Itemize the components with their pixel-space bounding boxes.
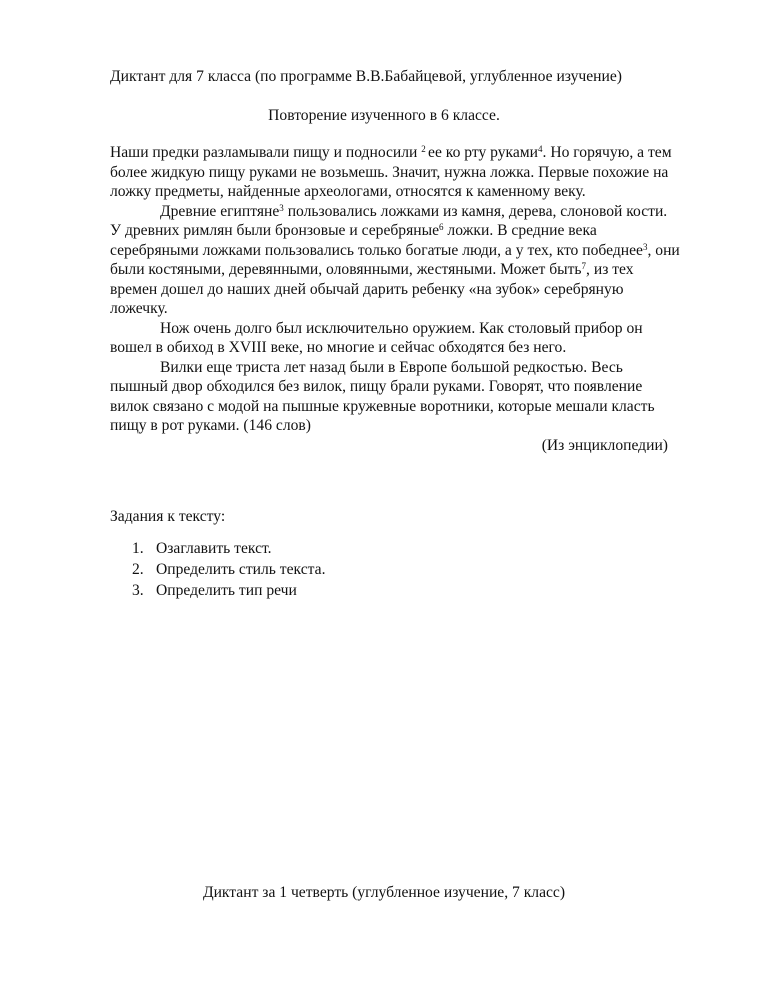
task-item xyxy=(132,538,325,559)
tasks-heading: Задания к тексту: xyxy=(110,508,226,525)
paragraph-3: Нож очень долго был исключительно оружием. Как столовый прибор он вошел в обиход в XVIII веке, но многие и сейчас обходятся без него. xyxy=(110,319,643,356)
section-subtitle: Повторение изученного в 6 классе. xyxy=(268,107,500,124)
task-number: 3. xyxy=(132,582,144,599)
footnote-mark: 7 xyxy=(581,261,587,271)
paragraph-2-part-e: , из тех времен дошел до наших дней обычай дарить ребенку «на зубок» серебряную ложечку. xyxy=(110,261,634,317)
tasks-list xyxy=(132,538,325,601)
source-note: (Из энциклопедии) xyxy=(541,436,668,454)
paragraph-4: Вилки еще триста лет назад были в Европе большой редкостью. Весь пышный двор обходился без вилок, пищу брали руками. Говорят, что появление вилок связано с модой на пышные кружевные воротники, которые мешали класть пищу в рот руками. (146 слов) xyxy=(110,358,655,434)
footnote-mark: 6 xyxy=(439,222,444,232)
dictation-title: Диктант для 7 класса (по программе В.В.Бабайцевой, углубленное изучение) xyxy=(110,68,622,85)
next-dictation-title: Диктант за 1 четверть (углубленное изучение, 7 класс) xyxy=(202,884,566,901)
paragraph-2-part-b: пользовались ложками из камня, дерева, слоновой кости. У древних римлян были бронзовые и серебряные xyxy=(110,202,668,239)
paragraph-1 xyxy=(110,143,682,202)
task-number: 1. xyxy=(132,540,144,557)
task-number: 2. xyxy=(132,561,144,578)
paragraph-1-part-b: ее ко рту руками xyxy=(428,144,539,161)
task-item xyxy=(132,580,325,601)
task-item xyxy=(132,559,325,580)
footnote-mark: 2 xyxy=(421,144,429,154)
footnote-mark: 4 xyxy=(538,144,543,154)
dictation-text xyxy=(110,143,682,455)
footnote-mark: 3 xyxy=(279,202,284,213)
task-text: Озаглавить текст. xyxy=(156,540,272,557)
paragraph-2-part-c: ложки. В средние века серебряными ложками пользовались только богатые люди, а у тех, кто победнее xyxy=(110,222,643,259)
paragraph-1-part-a: Наши предки разламывали пищу и подносили xyxy=(110,144,422,161)
task-text: Определить стиль текста. xyxy=(156,561,326,578)
footnote-mark: 3 xyxy=(642,241,648,252)
paragraph-2 xyxy=(110,202,682,319)
task-text: Определить тип речи xyxy=(156,582,297,599)
paragraph-2-part-d: , они были костяными, деревянными, оловянными, жестяными. Может быть xyxy=(110,241,680,278)
paragraph-2-part-a: Древние египтяне xyxy=(160,202,280,220)
paragraph-1-part-c: . Но горячую, а тем более жидкую пищу руками не возьмешь. Значит, нужна ложка. Первые похожие на ложку предметы, найденные археологами, относятся к каменному веку. xyxy=(110,144,672,200)
